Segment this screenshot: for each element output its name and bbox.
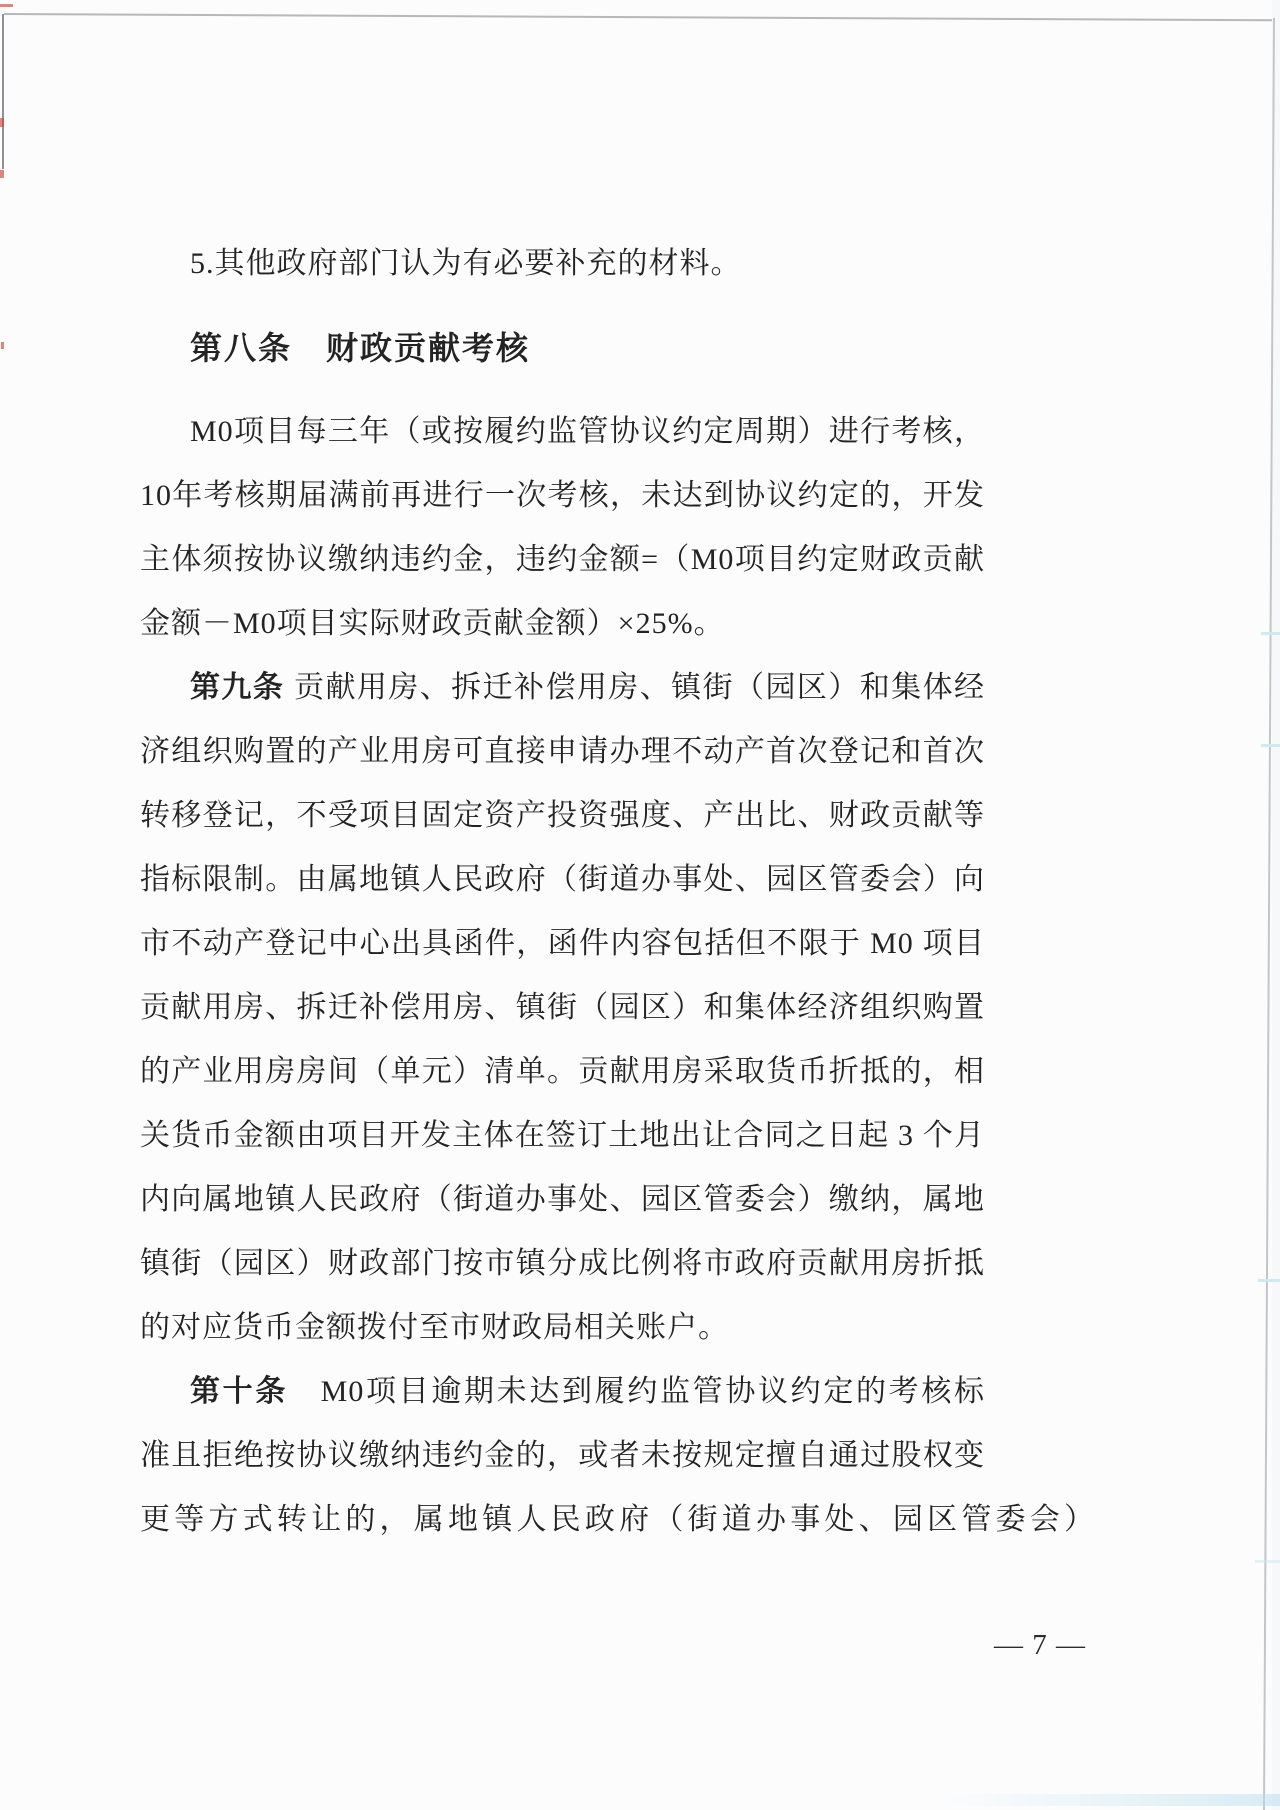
doc-bold-text: 第九条 xyxy=(190,671,295,704)
doc-line xyxy=(140,1104,985,1168)
doc-bold-text: 第八条 财政贡献考核 xyxy=(190,330,531,366)
doc-bold-text: 第十条 xyxy=(190,1375,321,1408)
scan-blue-tick xyxy=(1258,1279,1280,1282)
doc-line xyxy=(140,848,985,912)
doc-text: 镇街（园区）财政部门按市镇分成比例将市政府贡献用房折抵 xyxy=(140,1247,985,1280)
doc-text: 内向属地镇人民政府（街道办事处、园区管委会）缴纳，属地 xyxy=(140,1183,985,1216)
scan-red-mark xyxy=(0,118,4,127)
doc-line xyxy=(140,1296,985,1360)
doc-text: M0项目逾期未达到履约监管协议约定的考核标 xyxy=(320,1375,985,1408)
doc-line xyxy=(140,1232,985,1296)
doc-text: 市不动产登记中心出具函件，函件内容包括但不限于 M0 项目 xyxy=(140,927,985,960)
doc-text: 济组织购置的产业用房可直接申请办理不动产首次登记和首次 xyxy=(140,735,985,768)
doc-line xyxy=(140,656,985,720)
page-number: — 7 — xyxy=(994,1629,1086,1661)
scan-red-mark xyxy=(1,342,4,349)
doc-line xyxy=(140,976,985,1040)
doc-line xyxy=(140,528,985,592)
scan-top-edge-line xyxy=(4,13,1272,21)
doc-text: 贡献用房、拆迁补偿用房、镇街（园区）和集体经济组织购置 xyxy=(140,991,985,1024)
doc-text: 关货币金额由项目开发主体在签订土地出让合同之日起 3 个月 xyxy=(140,1119,985,1152)
doc-text: 的对应货币金额拨付至市财政局相关账户。 xyxy=(140,1311,729,1344)
doc-text: 的产业用房房间（单元）清单。贡献用房采取货币折抵的，相 xyxy=(140,1055,985,1088)
doc-line xyxy=(140,400,985,464)
doc-text: 转移登记，不受项目固定资产投资强度、产出比、财政贡献等 xyxy=(140,799,985,832)
scan-red-mark xyxy=(0,4,13,7)
doc-text: 主体须按协议缴纳违约金，违约金额=（M0项目约定财政贡献 xyxy=(140,543,985,576)
scan-blue-tick xyxy=(1261,744,1280,747)
doc-line xyxy=(140,1168,985,1232)
doc-text: 贡献用房、拆迁补偿用房、镇街（园区）和集体经 xyxy=(294,671,985,704)
doc-line xyxy=(140,232,985,296)
scan-red-mark xyxy=(0,170,4,178)
document-body xyxy=(140,232,1095,1552)
doc-text: M0项目每三年（或按履约监管协议约定周期）进行考核， xyxy=(190,415,985,448)
doc-line xyxy=(140,592,985,656)
doc-text: 5.其他政府部门认为有必要补充的材料。 xyxy=(190,247,742,280)
scan-blue-tick xyxy=(1261,632,1280,635)
doc-line xyxy=(140,1488,1095,1552)
doc-line xyxy=(140,464,985,528)
doc-text: 指标限制。由属地镇人民政府（街道办事处、园区管委会）向 xyxy=(140,863,985,896)
doc-text: 更等方式转让的，属地镇人民政府（街道办事处、园区管委会） xyxy=(140,1503,1095,1536)
doc-line xyxy=(140,784,985,848)
doc-text: 10年考核期届满前再进行一次考核，未达到协议约定的，开发 xyxy=(140,479,985,512)
doc-heading-line xyxy=(140,316,985,380)
scan-blue-bottom-smudge xyxy=(940,1794,1280,1806)
doc-line xyxy=(140,912,985,976)
doc-text: 金额－M0项目实际财政贡献金额）×25%。 xyxy=(140,607,725,640)
doc-text: 准且拒绝按协议缴纳违约金的，或者未按规定擅自通过股权变 xyxy=(140,1439,985,1472)
doc-line xyxy=(140,1360,985,1424)
scan-left-edge-line xyxy=(2,14,4,169)
doc-line xyxy=(140,1040,985,1104)
doc-line xyxy=(140,720,985,784)
doc-line xyxy=(140,1424,985,1488)
scan-blue-tick xyxy=(1255,1560,1280,1563)
